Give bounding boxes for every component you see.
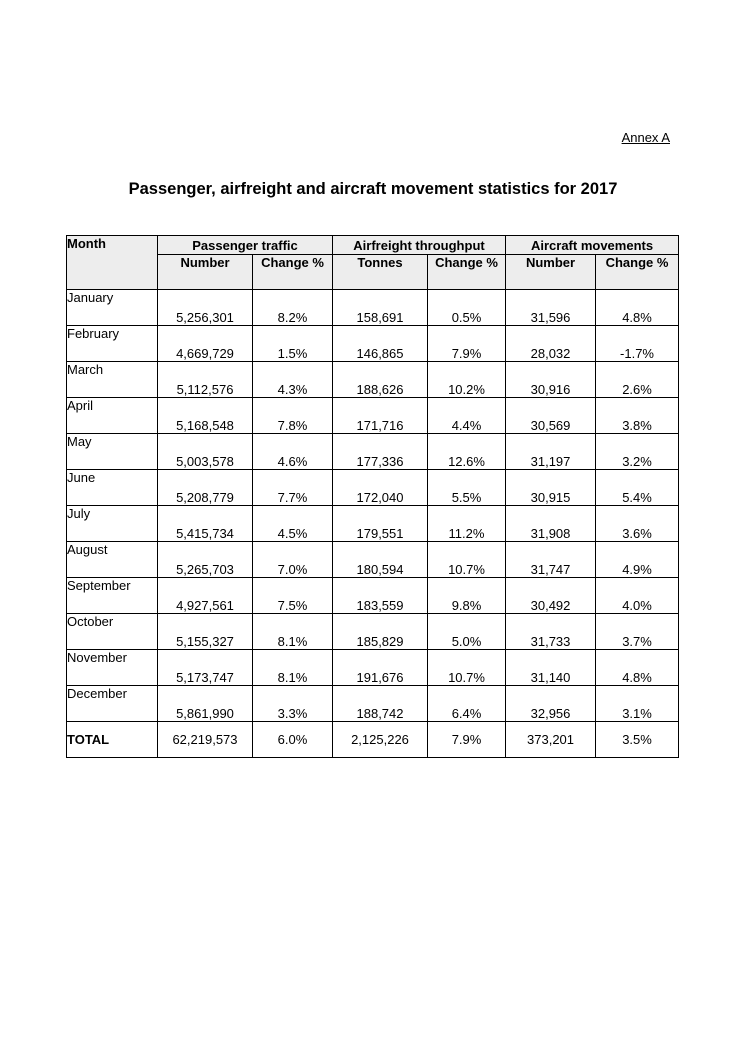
airfreight-change-cell: 11.2% — [428, 506, 506, 542]
total-airfreight-change-cell: 7.9% — [428, 722, 506, 758]
aircraft-movements-header: Aircraft movements — [506, 236, 679, 255]
table-row — [67, 578, 679, 614]
aircraft-number-cell: 32,956 — [506, 686, 596, 722]
aircraft-change-cell: 5.4% — [596, 470, 679, 506]
passenger-number-cell: 4,927,561 — [158, 578, 253, 614]
passenger-number-cell: 5,208,779 — [158, 470, 253, 506]
month-cell: June — [67, 470, 158, 506]
month-cell: February — [67, 326, 158, 362]
table-row — [67, 326, 679, 362]
table-row — [67, 398, 679, 434]
passenger-number-cell: 4,669,729 — [158, 326, 253, 362]
airfreight-tonnes-cell: 180,594 — [333, 542, 428, 578]
passenger-change-cell: 1.5% — [253, 326, 333, 362]
airfreight-change-cell: 5.0% — [428, 614, 506, 650]
airfreight-tonnes-cell: 183,559 — [333, 578, 428, 614]
passenger-change-cell: 3.3% — [253, 686, 333, 722]
passenger-number-cell: 5,265,703 — [158, 542, 253, 578]
table-row — [67, 614, 679, 650]
passenger-number-cell: 5,256,301 — [158, 290, 253, 326]
aircraft-number-header: Number — [506, 255, 596, 290]
aircraft-change-cell: 4.9% — [596, 542, 679, 578]
passenger-traffic-header: Passenger traffic — [158, 236, 333, 255]
month-cell: November — [67, 650, 158, 686]
table-row — [67, 506, 679, 542]
aircraft-number-cell: 28,032 — [506, 326, 596, 362]
passenger-change-cell: 4.5% — [253, 506, 333, 542]
month-cell: October — [67, 614, 158, 650]
passenger-change-cell: 7.5% — [253, 578, 333, 614]
aircraft-number-cell: 30,569 — [506, 398, 596, 434]
aircraft-change-cell: 3.7% — [596, 614, 679, 650]
month-cell: May — [67, 434, 158, 470]
aircraft-number-cell: 31,733 — [506, 614, 596, 650]
airfreight-change-cell: 4.4% — [428, 398, 506, 434]
aircraft-change-cell: 3.8% — [596, 398, 679, 434]
passenger-change-cell: 7.7% — [253, 470, 333, 506]
airfreight-tonnes-cell: 146,865 — [333, 326, 428, 362]
airfreight-tonnes-cell: 179,551 — [333, 506, 428, 542]
month-column-header: Month — [67, 236, 158, 290]
aircraft-change-header: Change % — [596, 255, 679, 290]
table-row — [67, 434, 679, 470]
table-row — [67, 686, 679, 722]
passenger-change-header: Change % — [253, 255, 333, 290]
aircraft-change-cell: 3.6% — [596, 506, 679, 542]
total-passenger-number-cell: 62,219,573 — [158, 722, 253, 758]
passenger-change-cell: 7.0% — [253, 542, 333, 578]
aircraft-change-cell: 3.2% — [596, 434, 679, 470]
aircraft-change-cell: 4.8% — [596, 650, 679, 686]
airfreight-tonnes-cell: 171,716 — [333, 398, 428, 434]
airfreight-change-cell: 0.5% — [428, 290, 506, 326]
aircraft-change-cell: -1.7% — [596, 326, 679, 362]
total-aircraft-change-cell: 3.5% — [596, 722, 679, 758]
statistics-table — [66, 235, 679, 758]
passenger-number-cell: 5,168,548 — [158, 398, 253, 434]
annex-label: Annex A — [621, 130, 670, 145]
total-row — [67, 722, 679, 758]
airfreight-change-cell: 9.8% — [428, 578, 506, 614]
total-passenger-change-cell: 6.0% — [253, 722, 333, 758]
aircraft-number-cell: 30,915 — [506, 470, 596, 506]
month-cell: August — [67, 542, 158, 578]
airfreight-tonnes-cell: 191,676 — [333, 650, 428, 686]
airfreight-throughput-header: Airfreight throughput — [333, 236, 506, 255]
month-cell: April — [67, 398, 158, 434]
table-row — [67, 470, 679, 506]
passenger-number-cell: 5,003,578 — [158, 434, 253, 470]
aircraft-number-cell: 31,908 — [506, 506, 596, 542]
passenger-change-cell: 8.2% — [253, 290, 333, 326]
aircraft-number-cell: 30,492 — [506, 578, 596, 614]
month-cell: September — [67, 578, 158, 614]
passenger-change-cell: 4.6% — [253, 434, 333, 470]
passenger-change-cell: 4.3% — [253, 362, 333, 398]
airfreight-change-cell: 6.4% — [428, 686, 506, 722]
table-row — [67, 290, 679, 326]
page-title: Passenger, airfreight and aircraft movement statistics for 2017 — [128, 180, 618, 198]
table-row — [67, 650, 679, 686]
aircraft-number-cell: 30,916 — [506, 362, 596, 398]
airfreight-change-header: Change % — [428, 255, 506, 290]
month-cell: December — [67, 686, 158, 722]
aircraft-change-cell: 2.6% — [596, 362, 679, 398]
airfreight-tonnes-cell: 188,742 — [333, 686, 428, 722]
month-cell: March — [67, 362, 158, 398]
aircraft-change-cell: 3.1% — [596, 686, 679, 722]
airfreight-change-cell: 12.6% — [428, 434, 506, 470]
airfreight-tonnes-cell: 177,336 — [333, 434, 428, 470]
airfreight-tonnes-cell: 172,040 — [333, 470, 428, 506]
aircraft-number-cell: 31,197 — [506, 434, 596, 470]
passenger-number-cell: 5,155,327 — [158, 614, 253, 650]
passenger-number-cell: 5,112,576 — [158, 362, 253, 398]
airfreight-change-cell: 10.2% — [428, 362, 506, 398]
aircraft-change-cell: 4.8% — [596, 290, 679, 326]
month-cell: July — [67, 506, 158, 542]
passenger-number-cell: 5,861,990 — [158, 686, 253, 722]
airfreight-change-cell: 10.7% — [428, 650, 506, 686]
aircraft-number-cell: 31,140 — [506, 650, 596, 686]
airfreight-change-cell: 7.9% — [428, 326, 506, 362]
passenger-number-header: Number — [158, 255, 253, 290]
passenger-change-cell: 8.1% — [253, 614, 333, 650]
airfreight-change-cell: 5.5% — [428, 470, 506, 506]
passenger-number-cell: 5,173,747 — [158, 650, 253, 686]
airfreight-tonnes-cell: 188,626 — [333, 362, 428, 398]
aircraft-number-cell: 31,747 — [506, 542, 596, 578]
table-body — [67, 290, 679, 758]
total-aircraft-number-cell: 373,201 — [506, 722, 596, 758]
total-label-cell: TOTAL — [67, 722, 158, 758]
table-row — [67, 542, 679, 578]
passenger-number-cell: 5,415,734 — [158, 506, 253, 542]
month-cell: January — [67, 290, 158, 326]
aircraft-number-cell: 31,596 — [506, 290, 596, 326]
aircraft-change-cell: 4.0% — [596, 578, 679, 614]
passenger-change-cell: 8.1% — [253, 650, 333, 686]
airfreight-tonnes-cell: 158,691 — [333, 290, 428, 326]
airfreight-change-cell: 10.7% — [428, 542, 506, 578]
airfreight-tonnes-header: Tonnes — [333, 255, 428, 290]
table-row — [67, 362, 679, 398]
passenger-change-cell: 7.8% — [253, 398, 333, 434]
airfreight-tonnes-cell: 185,829 — [333, 614, 428, 650]
total-airfreight-tonnes-cell: 2,125,226 — [333, 722, 428, 758]
